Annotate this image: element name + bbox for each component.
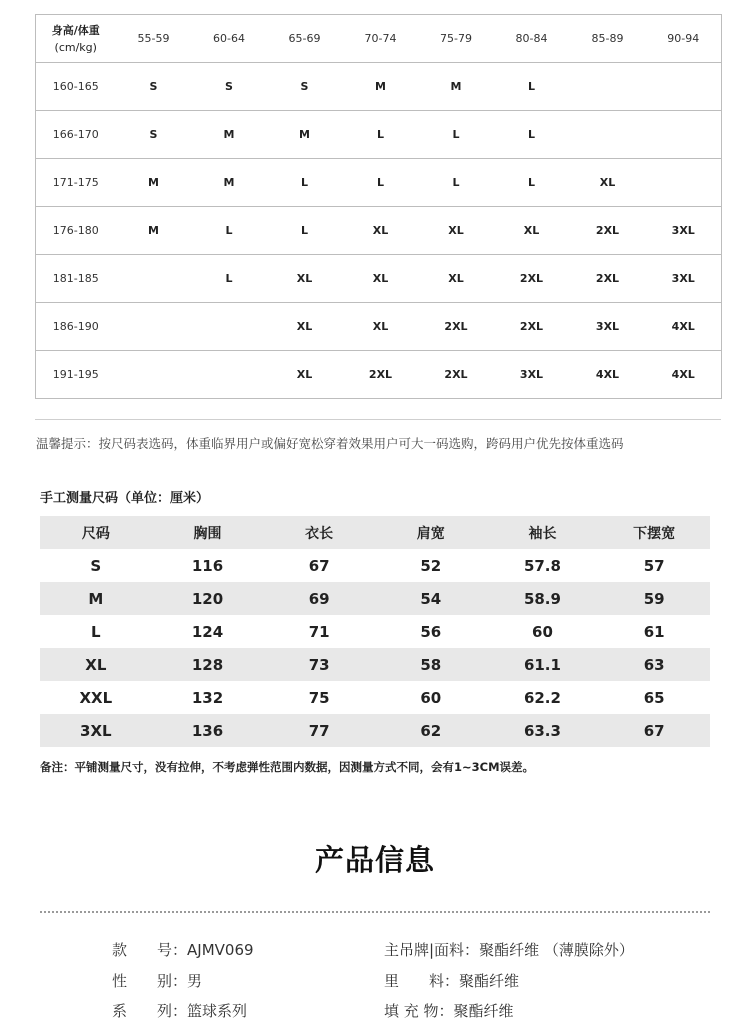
size-cell: L <box>494 159 570 207</box>
size-chart-row <box>36 255 722 303</box>
measure-cell: 62.2 <box>523 688 561 707</box>
size-chart-row <box>36 63 722 111</box>
measure-cell: M <box>40 582 152 615</box>
size-cell: 2XL <box>494 255 570 303</box>
info-label: 性 别： <box>112 972 188 990</box>
size-cell: L <box>419 159 494 207</box>
measure-header: 衣长 <box>263 516 375 549</box>
measure-cell: 60 <box>532 622 553 641</box>
size-chart-row <box>36 207 722 255</box>
info-gender <box>112 970 202 991</box>
measure-cell: L <box>91 622 101 641</box>
measure-cell: XL <box>40 648 152 681</box>
header-label-line1: 身高/体重 <box>51 23 100 37</box>
size-chart-corner-header <box>36 15 116 63</box>
size-cell: M <box>419 63 494 111</box>
size-chart-table <box>35 14 722 399</box>
size-chart-header-row <box>36 15 722 63</box>
size-cell: 2XL <box>419 351 494 399</box>
size-cell: M <box>116 159 192 207</box>
size-cell: L <box>494 63 570 111</box>
size-cell: 2XL <box>419 303 494 351</box>
size-cell: S <box>192 63 267 111</box>
measure-cell: 67 <box>308 556 330 575</box>
info-lining <box>384 970 519 991</box>
info-value: AJMV069 <box>187 941 254 959</box>
measure-row <box>40 582 710 615</box>
size-cell: 3XL <box>646 255 722 303</box>
measure-cell: 132 <box>191 688 224 707</box>
measure-cell: 75 <box>308 688 330 707</box>
measure-cell: 136 <box>152 714 264 747</box>
size-cell <box>646 111 722 159</box>
measure-note: 备注：平铺测量尺寸，没有拉伸，不考虑弹性范围内数据，因测量方式不同，会有1~3CM误差。 <box>40 760 535 774</box>
size-cell: L <box>343 111 419 159</box>
info-filling <box>384 1000 514 1021</box>
measure-cell: 57.8 <box>523 556 561 575</box>
weight-header: 60-64 <box>192 15 267 63</box>
size-cell: 2XL <box>570 255 646 303</box>
header-label-line2: (cm/kg) <box>54 40 97 54</box>
measure-cell: 60 <box>420 688 442 707</box>
info-label: 主吊牌|面料： <box>384 941 480 959</box>
measure-cell: 128 <box>152 648 264 681</box>
measure-header-row <box>40 516 710 549</box>
measure-cell: 59 <box>598 582 710 615</box>
size-chart-row <box>36 159 722 207</box>
measure-cell: 67 <box>598 714 710 747</box>
size-cell <box>116 303 192 351</box>
weight-header: 55-59 <box>116 15 192 63</box>
measure-header: 袖长 <box>487 516 599 549</box>
measure-cell: 61 <box>643 622 665 641</box>
measure-header: 胸围 <box>152 516 264 549</box>
weight-header: 70-74 <box>343 15 419 63</box>
size-cell: M <box>267 111 343 159</box>
height-label: 160-165 <box>36 63 116 111</box>
measure-cell: 120 <box>152 582 264 615</box>
size-cell: L <box>192 207 267 255</box>
size-cell: 3XL <box>570 303 646 351</box>
measure-cell: 61.1 <box>487 648 599 681</box>
measure-cell: 73 <box>263 648 375 681</box>
size-cell <box>116 255 192 303</box>
info-label: 填 充 物： <box>384 1002 454 1020</box>
info-value: 聚酯纤维 （薄膜除外） <box>479 941 634 959</box>
size-cell: 4XL <box>646 351 722 399</box>
size-cell: M <box>343 63 419 111</box>
measure-cell: 58.9 <box>487 582 599 615</box>
weight-header: 75-79 <box>419 15 494 63</box>
info-label: 系 列： <box>112 1002 188 1020</box>
measure-cell: 56 <box>420 622 442 641</box>
measure-cell: 3XL <box>40 714 152 747</box>
info-label: 款 号： <box>112 941 188 959</box>
info-label: 里 料： <box>384 972 460 990</box>
measure-row <box>40 615 710 648</box>
size-cell: 2XL <box>570 207 646 255</box>
measure-cell: 77 <box>263 714 375 747</box>
size-cell: S <box>116 63 192 111</box>
size-chart-row <box>36 111 722 159</box>
size-cell: XL <box>343 255 419 303</box>
measure-cell: 63.3 <box>487 714 599 747</box>
measure-cell: 52 <box>420 556 442 575</box>
measure-cell: 71 <box>308 622 330 641</box>
height-label: 186-190 <box>36 303 116 351</box>
weight-header: 80-84 <box>494 15 570 63</box>
size-cell: XL <box>267 303 343 351</box>
size-cell: 4XL <box>570 351 646 399</box>
size-cell: XL <box>419 255 494 303</box>
size-cell <box>192 351 267 399</box>
size-cell: L <box>494 111 570 159</box>
size-cell: 2XL <box>343 351 419 399</box>
measure-cell: S <box>90 556 102 575</box>
height-label: 181-185 <box>36 255 116 303</box>
measure-cell: 124 <box>191 622 224 641</box>
size-cell <box>192 303 267 351</box>
measure-cell: 116 <box>191 556 224 575</box>
weight-header: 65-69 <box>267 15 343 63</box>
measure-cell: 65 <box>643 688 665 707</box>
size-cell: 3XL <box>646 207 722 255</box>
size-cell: XL <box>570 159 646 207</box>
size-cell: L <box>419 111 494 159</box>
size-cell: S <box>267 63 343 111</box>
size-cell: XL <box>267 351 343 399</box>
size-cell: XL <box>343 303 419 351</box>
measure-cell: 69 <box>263 582 375 615</box>
size-cell: XL <box>419 207 494 255</box>
divider <box>35 419 721 420</box>
measure-row <box>40 681 710 714</box>
measure-header: 下摆宽 <box>598 516 710 549</box>
size-cell <box>646 159 722 207</box>
measure-row <box>40 714 710 747</box>
size-cell: 4XL <box>646 303 722 351</box>
info-value: 男 <box>187 972 203 990</box>
size-cell <box>116 351 192 399</box>
measure-table-title: 手工测量尺码（单位：厘米） <box>40 491 210 506</box>
size-cell: 2XL <box>494 303 570 351</box>
size-cell: XL <box>343 207 419 255</box>
measure-cell: 54 <box>375 582 487 615</box>
size-tip-text: 温馨提示：按尺码表选码，体重临界用户或偏好宽松穿着效果用户可大一码选购，跨码用户优先按体重选码 <box>36 436 624 451</box>
product-info-title: 产品信息 <box>314 843 435 877</box>
height-label: 171-175 <box>36 159 116 207</box>
size-cell: S <box>116 111 192 159</box>
info-style-number <box>112 939 254 960</box>
info-value: 聚酯纤维 <box>453 1002 514 1020</box>
height-label: 166-170 <box>36 111 116 159</box>
measure-header: 尺码 <box>40 516 152 549</box>
measure-cell: 57 <box>643 556 665 575</box>
measure-row <box>40 549 710 582</box>
size-cell: M <box>192 159 267 207</box>
size-chart-row <box>36 351 722 399</box>
info-series <box>112 1000 247 1021</box>
size-cell: XL <box>494 207 570 255</box>
weight-header: 90-94 <box>646 15 722 63</box>
weight-header: 85-89 <box>570 15 646 63</box>
measure-cell: XXL <box>79 688 113 707</box>
info-fabric <box>384 939 634 960</box>
size-cell: L <box>267 159 343 207</box>
size-cell <box>570 111 646 159</box>
size-cell: 3XL <box>494 351 570 399</box>
size-cell <box>570 63 646 111</box>
size-cell: XL <box>267 255 343 303</box>
size-cell: L <box>267 207 343 255</box>
size-cell: L <box>343 159 419 207</box>
measure-cell: 63 <box>598 648 710 681</box>
size-cell: M <box>192 111 267 159</box>
measure-header: 肩宽 <box>375 516 487 549</box>
size-cell <box>646 63 722 111</box>
size-cell: M <box>116 207 192 255</box>
measure-cell: 62 <box>375 714 487 747</box>
size-cell: L <box>192 255 267 303</box>
size-chart-row <box>36 303 722 351</box>
height-label: 191-195 <box>36 351 116 399</box>
measure-cell: 58 <box>375 648 487 681</box>
dotted-divider <box>40 911 710 913</box>
measure-table <box>40 516 710 747</box>
info-value: 篮球系列 <box>187 1002 248 1020</box>
info-value: 聚酯纤维 <box>459 972 520 990</box>
height-label: 176-180 <box>36 207 116 255</box>
measure-row <box>40 648 710 681</box>
